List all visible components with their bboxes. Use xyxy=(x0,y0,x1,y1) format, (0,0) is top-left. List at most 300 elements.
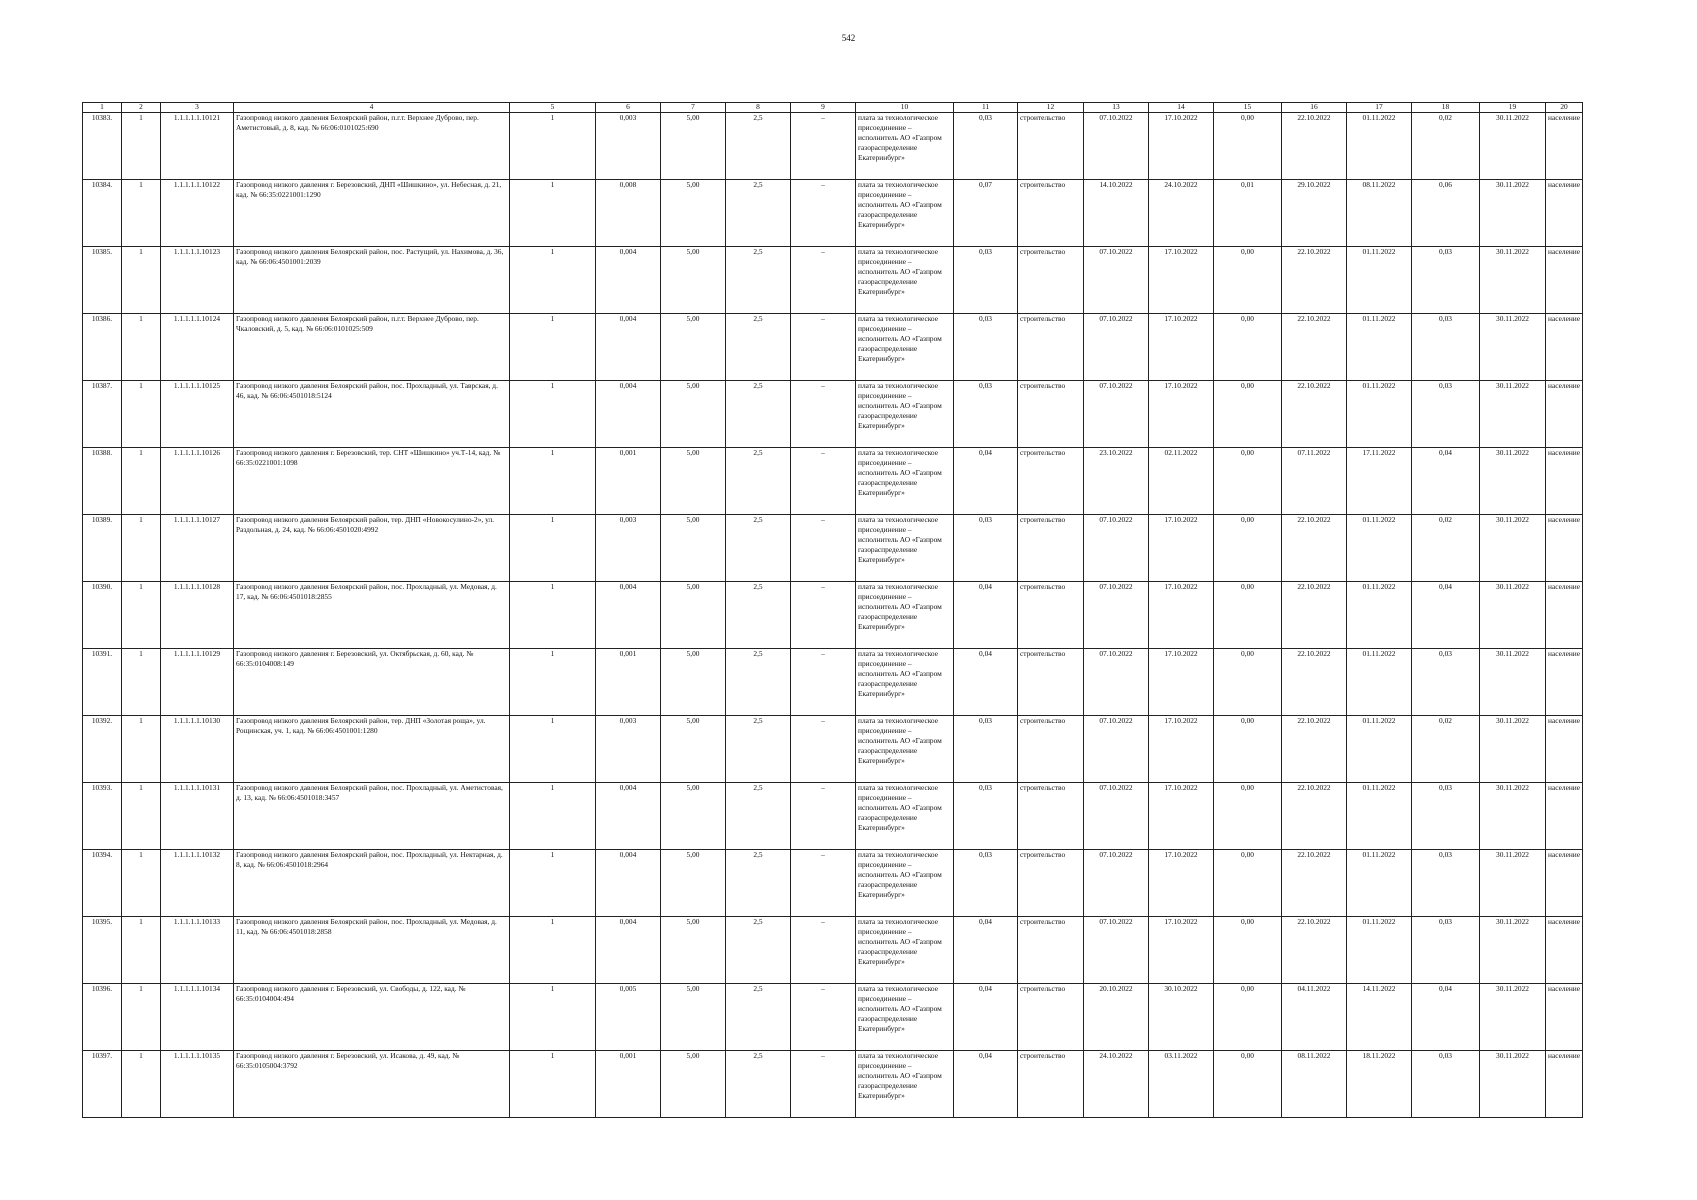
cell-cost: 0,03 xyxy=(954,850,1018,917)
cell-date-16: 08.11.2022 xyxy=(1282,1051,1347,1118)
column-header-13: 13 xyxy=(1084,103,1149,113)
cell-object-code: 1.1.1.1.1.10121 xyxy=(161,113,234,180)
cell-date-17: 01.11.2022 xyxy=(1347,649,1412,716)
cell-row-number: 10393. xyxy=(83,783,122,850)
cell-object-description: Газопровод низкого давления г. Березовский, тер. СНТ «Шишкино» уч.Т-14, кад. № 66:35:0221001:1098 xyxy=(234,448,510,515)
cell-end-date: 17.10.2022 xyxy=(1149,515,1214,582)
cell-object-code: 1.1.1.1.1.10124 xyxy=(161,314,234,381)
table-body xyxy=(83,113,1583,1118)
cell-start-date: 07.10.2022 xyxy=(1084,716,1149,783)
table-row xyxy=(83,649,1583,716)
cell-row-number: 10383. xyxy=(83,113,122,180)
column-header-17: 17 xyxy=(1347,103,1412,113)
cell-count: 1 xyxy=(510,582,596,649)
cell-category: население xyxy=(1546,582,1583,649)
cell-completion-date: 30.11.2022 xyxy=(1480,247,1546,314)
cell-length: 0,004 xyxy=(596,783,661,850)
cell-object-description: Газопровод низкого давления г. Березовский, ул. Исакова, д. 49, кад. № 66:35:0105004:3792 xyxy=(234,1051,510,1118)
column-header-15: 15 xyxy=(1214,103,1282,113)
cell-row-number: 10396. xyxy=(83,984,122,1051)
column-header-18: 18 xyxy=(1412,103,1480,113)
cell-amount: 0,00 xyxy=(1214,381,1282,448)
cell-object-description: Газопровод низкого давления Белоярский район, пос. Прохладный, ул. Медовая, д. 17, кад. № 66:06:4501018:2855 xyxy=(234,582,510,649)
cell-object-code: 1.1.1.1.1.10126 xyxy=(161,448,234,515)
cell-pressure: 5,00 xyxy=(661,247,726,314)
cell-pressure: 5,00 xyxy=(661,1051,726,1118)
cell-category: население xyxy=(1546,783,1583,850)
table-header-row xyxy=(83,103,1583,113)
table-row xyxy=(83,850,1583,917)
cell-end-date: 17.10.2022 xyxy=(1149,247,1214,314)
cell-object-code: 1.1.1.1.1.10132 xyxy=(161,850,234,917)
cell-quantity: 1 xyxy=(122,716,161,783)
cell-value-18: 0,04 xyxy=(1412,448,1480,515)
cell-date-16: 07.11.2022 xyxy=(1282,448,1347,515)
cell-category: население xyxy=(1546,917,1583,984)
cell-count: 1 xyxy=(510,984,596,1051)
cell-length: 0,001 xyxy=(596,649,661,716)
cell-date-17: 08.11.2022 xyxy=(1347,180,1412,247)
cell-work-type: строительство xyxy=(1018,448,1084,515)
cell-end-date: 17.10.2022 xyxy=(1149,850,1214,917)
cell-dash: – xyxy=(791,180,856,247)
cell-count: 1 xyxy=(510,1051,596,1118)
cell-category: население xyxy=(1546,850,1583,917)
cell-diameter: 2,5 xyxy=(726,850,791,917)
cell-completion-date: 30.11.2022 xyxy=(1480,917,1546,984)
cell-dash: – xyxy=(791,515,856,582)
column-header-14: 14 xyxy=(1149,103,1214,113)
cell-quantity: 1 xyxy=(122,381,161,448)
cell-start-date: 07.10.2022 xyxy=(1084,649,1149,716)
cell-pressure: 5,00 xyxy=(661,180,726,247)
cell-dash: – xyxy=(791,381,856,448)
cell-date-17: 01.11.2022 xyxy=(1347,582,1412,649)
cell-end-date: 17.10.2022 xyxy=(1149,314,1214,381)
cell-length: 0,003 xyxy=(596,716,661,783)
cell-dash: – xyxy=(791,716,856,783)
cell-row-number: 10384. xyxy=(83,180,122,247)
cell-diameter: 2,5 xyxy=(726,247,791,314)
cell-end-date: 17.10.2022 xyxy=(1149,716,1214,783)
cell-cost: 0,04 xyxy=(954,448,1018,515)
cell-end-date: 17.10.2022 xyxy=(1149,381,1214,448)
cell-count: 1 xyxy=(510,917,596,984)
cell-object-code: 1.1.1.1.1.10133 xyxy=(161,917,234,984)
column-header-4: 4 xyxy=(234,103,510,113)
cell-count: 1 xyxy=(510,314,596,381)
cell-length: 0,003 xyxy=(596,113,661,180)
cell-date-16: 22.10.2022 xyxy=(1282,515,1347,582)
cell-length: 0,004 xyxy=(596,247,661,314)
cell-work-type: строительство xyxy=(1018,716,1084,783)
cell-financing-source: плата за технологическое присоединение – исполнитель АО «Газпром газораспределение Екатеринбург» xyxy=(856,515,954,582)
cell-diameter: 2,5 xyxy=(726,314,791,381)
cell-diameter: 2,5 xyxy=(726,917,791,984)
cell-value-18: 0,03 xyxy=(1412,1051,1480,1118)
cell-completion-date: 30.11.2022 xyxy=(1480,1051,1546,1118)
cell-row-number: 10385. xyxy=(83,247,122,314)
cell-amount: 0,00 xyxy=(1214,1051,1282,1118)
cell-financing-source: плата за технологическое присоединение – исполнитель АО «Газпром газораспределение Екатеринбург» xyxy=(856,649,954,716)
cell-financing-source: плата за технологическое присоединение – исполнитель АО «Газпром газораспределение Екатеринбург» xyxy=(856,716,954,783)
cell-count: 1 xyxy=(510,448,596,515)
cell-quantity: 1 xyxy=(122,515,161,582)
cell-row-number: 10390. xyxy=(83,582,122,649)
cell-quantity: 1 xyxy=(122,850,161,917)
cell-amount: 0,00 xyxy=(1214,984,1282,1051)
cell-length: 0,005 xyxy=(596,984,661,1051)
cell-cost: 0,04 xyxy=(954,582,1018,649)
cell-quantity: 1 xyxy=(122,582,161,649)
cell-cost: 0,04 xyxy=(954,984,1018,1051)
cell-dash: – xyxy=(791,850,856,917)
cell-dash: – xyxy=(791,917,856,984)
cell-financing-source: плата за технологическое присоединение – исполнитель АО «Газпром газораспределение Екатеринбург» xyxy=(856,917,954,984)
cell-pressure: 5,00 xyxy=(661,917,726,984)
table-row xyxy=(83,113,1583,180)
cell-end-date: 17.10.2022 xyxy=(1149,582,1214,649)
cell-object-code: 1.1.1.1.1.10135 xyxy=(161,1051,234,1118)
cell-object-description: Газопровод низкого давления Белоярский район, п.г.т. Верхнее Дуброво, пер. Чкаловский, д. 5, кад. № 66:06:0101025:509 xyxy=(234,314,510,381)
cell-object-description: Газопровод низкого давления Белоярский район, тер. ДНП «Золотая роща», ул. Рощинская, уч. 1, кад. № 66:06:4501001:1280 xyxy=(234,716,510,783)
column-header-19: 19 xyxy=(1480,103,1546,113)
cell-row-number: 10388. xyxy=(83,448,122,515)
column-header-1: 1 xyxy=(83,103,122,113)
cell-category: население xyxy=(1546,515,1583,582)
cell-end-date: 24.10.2022 xyxy=(1149,180,1214,247)
cell-diameter: 2,5 xyxy=(726,381,791,448)
cell-object-code: 1.1.1.1.1.10128 xyxy=(161,582,234,649)
cell-diameter: 2,5 xyxy=(726,113,791,180)
cell-completion-date: 30.11.2022 xyxy=(1480,716,1546,783)
cell-value-18: 0,02 xyxy=(1412,716,1480,783)
cell-end-date: 30.10.2022 xyxy=(1149,984,1214,1051)
cell-count: 1 xyxy=(510,649,596,716)
cell-diameter: 2,5 xyxy=(726,515,791,582)
cell-date-16: 22.10.2022 xyxy=(1282,247,1347,314)
column-header-3: 3 xyxy=(161,103,234,113)
cell-date-16: 22.10.2022 xyxy=(1282,649,1347,716)
column-header-5: 5 xyxy=(510,103,596,113)
cell-length: 0,004 xyxy=(596,917,661,984)
cell-work-type: строительство xyxy=(1018,1051,1084,1118)
cell-object-description: Газопровод низкого давления г. Березовский, ДНП «Шишкино», ул. Небесная, д. 21, кад. № 66:35:0221001:1290 xyxy=(234,180,510,247)
cell-pressure: 5,00 xyxy=(661,582,726,649)
cell-object-description: Газопровод низкого давления Белоярский район, пос. Прохладный, ул. Нектарная, д. 8, кад. № 66:06:4501018:2964 xyxy=(234,850,510,917)
cell-work-type: строительство xyxy=(1018,515,1084,582)
cell-object-code: 1.1.1.1.1.10130 xyxy=(161,716,234,783)
cell-cost: 0,03 xyxy=(954,381,1018,448)
cell-date-17: 01.11.2022 xyxy=(1347,917,1412,984)
cell-length: 0,001 xyxy=(596,448,661,515)
cell-value-18: 0,02 xyxy=(1412,113,1480,180)
cell-work-type: строительство xyxy=(1018,917,1084,984)
column-header-12: 12 xyxy=(1018,103,1084,113)
cell-value-18: 0,03 xyxy=(1412,783,1480,850)
table-row xyxy=(83,247,1583,314)
cell-count: 1 xyxy=(510,783,596,850)
cell-length: 0,004 xyxy=(596,314,661,381)
cell-completion-date: 30.11.2022 xyxy=(1480,984,1546,1051)
cell-dash: – xyxy=(791,783,856,850)
cell-diameter: 2,5 xyxy=(726,582,791,649)
column-header-2: 2 xyxy=(122,103,161,113)
cell-category: население xyxy=(1546,381,1583,448)
cell-count: 1 xyxy=(510,247,596,314)
cell-amount: 0,00 xyxy=(1214,783,1282,850)
cell-start-date: 07.10.2022 xyxy=(1084,515,1149,582)
cell-cost: 0,03 xyxy=(954,515,1018,582)
cell-quantity: 1 xyxy=(122,783,161,850)
cell-end-date: 17.10.2022 xyxy=(1149,649,1214,716)
cell-cost: 0,03 xyxy=(954,314,1018,381)
cell-date-17: 01.11.2022 xyxy=(1347,515,1412,582)
cell-date-16: 04.11.2022 xyxy=(1282,984,1347,1051)
cell-cost: 0,03 xyxy=(954,716,1018,783)
cell-category: население xyxy=(1546,984,1583,1051)
cell-pressure: 5,00 xyxy=(661,649,726,716)
cell-dash: – xyxy=(791,247,856,314)
cell-completion-date: 30.11.2022 xyxy=(1480,448,1546,515)
cell-row-number: 10387. xyxy=(83,381,122,448)
cell-work-type: строительство xyxy=(1018,783,1084,850)
cell-cost: 0,04 xyxy=(954,649,1018,716)
cell-dash: – xyxy=(791,314,856,381)
column-header-11: 11 xyxy=(954,103,1018,113)
cell-diameter: 2,5 xyxy=(726,1051,791,1118)
cell-start-date: 20.10.2022 xyxy=(1084,984,1149,1051)
cell-count: 1 xyxy=(510,180,596,247)
cell-completion-date: 30.11.2022 xyxy=(1480,850,1546,917)
cell-object-description: Газопровод низкого давления Белоярский район, пос. Прохладный, ул. Аметистовая, д. 13, кад. № 66:06:4501018:3457 xyxy=(234,783,510,850)
cell-date-17: 18.11.2022 xyxy=(1347,1051,1412,1118)
cell-start-date: 07.10.2022 xyxy=(1084,917,1149,984)
table-row xyxy=(83,1051,1583,1118)
cell-object-description: Газопровод низкого давления г. Березовский, ул. Свободы, д. 122, кад. № 66:35:0104004:494 xyxy=(234,984,510,1051)
cell-value-18: 0,06 xyxy=(1412,180,1480,247)
cell-object-description: Газопровод низкого давления Белоярский район, пос. Прохладный, ул. Медовая, д. 11, кад. № 66:06:4501018:2858 xyxy=(234,917,510,984)
cell-dash: – xyxy=(791,1051,856,1118)
column-header-10: 10 xyxy=(856,103,954,113)
cell-category: население xyxy=(1546,180,1583,247)
cell-category: население xyxy=(1546,716,1583,783)
cell-work-type: строительство xyxy=(1018,381,1084,448)
cell-quantity: 1 xyxy=(122,113,161,180)
table-row xyxy=(83,314,1583,381)
cell-start-date: 07.10.2022 xyxy=(1084,381,1149,448)
cell-object-description: Газопровод низкого давления Белоярский район, пос. Прохладный, ул. Таврская, д. 46, кад. № 66:06:4501018:5124 xyxy=(234,381,510,448)
cell-work-type: строительство xyxy=(1018,180,1084,247)
cell-dash: – xyxy=(791,984,856,1051)
cell-quantity: 1 xyxy=(122,448,161,515)
cell-value-18: 0,03 xyxy=(1412,917,1480,984)
cell-end-date: 03.11.2022 xyxy=(1149,1051,1214,1118)
column-header-6: 6 xyxy=(596,103,661,113)
cell-financing-source: плата за технологическое присоединение – исполнитель АО «Газпром газораспределение Екатеринбург» xyxy=(856,850,954,917)
cell-length: 0,004 xyxy=(596,850,661,917)
cell-work-type: строительство xyxy=(1018,850,1084,917)
cell-date-17: 01.11.2022 xyxy=(1347,381,1412,448)
cell-completion-date: 30.11.2022 xyxy=(1480,783,1546,850)
cell-length: 0,003 xyxy=(596,515,661,582)
cell-date-16: 22.10.2022 xyxy=(1282,850,1347,917)
cell-quantity: 1 xyxy=(122,247,161,314)
cell-work-type: строительство xyxy=(1018,649,1084,716)
cell-quantity: 1 xyxy=(122,180,161,247)
table-row xyxy=(83,448,1583,515)
cell-diameter: 2,5 xyxy=(726,649,791,716)
cell-row-number: 10392. xyxy=(83,716,122,783)
cell-start-date: 07.10.2022 xyxy=(1084,113,1149,180)
cell-cost: 0,03 xyxy=(954,783,1018,850)
cell-cost: 0,07 xyxy=(954,180,1018,247)
cell-end-date: 17.10.2022 xyxy=(1149,783,1214,850)
cell-date-16: 22.10.2022 xyxy=(1282,381,1347,448)
page-number: 542 xyxy=(841,33,856,43)
cell-date-17: 01.11.2022 xyxy=(1347,716,1412,783)
cell-date-16: 22.10.2022 xyxy=(1282,113,1347,180)
cell-cost: 0,04 xyxy=(954,917,1018,984)
cell-date-17: 14.11.2022 xyxy=(1347,984,1412,1051)
cell-quantity: 1 xyxy=(122,984,161,1051)
cell-object-code: 1.1.1.1.1.10134 xyxy=(161,984,234,1051)
table-row xyxy=(83,783,1583,850)
cell-count: 1 xyxy=(510,716,596,783)
cell-amount: 0,00 xyxy=(1214,448,1282,515)
table-row xyxy=(83,180,1583,247)
cell-category: население xyxy=(1546,1051,1583,1118)
cell-financing-source: плата за технологическое присоединение – исполнитель АО «Газпром газораспределение Екатеринбург» xyxy=(856,381,954,448)
cell-category: население xyxy=(1546,649,1583,716)
cell-financing-source: плата за технологическое присоединение – исполнитель АО «Газпром газораспределение Екатеринбург» xyxy=(856,582,954,649)
cell-completion-date: 30.11.2022 xyxy=(1480,515,1546,582)
column-header-16: 16 xyxy=(1282,103,1347,113)
cell-amount: 0,00 xyxy=(1214,850,1282,917)
cell-date-16: 22.10.2022 xyxy=(1282,783,1347,850)
cell-value-18: 0,03 xyxy=(1412,381,1480,448)
cell-dash: – xyxy=(791,448,856,515)
cell-financing-source: плата за технологическое присоединение – исполнитель АО «Газпром газораспределение Екатеринбург» xyxy=(856,1051,954,1118)
cell-length: 0,004 xyxy=(596,582,661,649)
cell-value-18: 0,04 xyxy=(1412,984,1480,1051)
cell-cost: 0,04 xyxy=(954,1051,1018,1118)
cell-object-description: Газопровод низкого давления Белоярский район, тер. ДНП «Новокосулино-2», ул. Раздольная, д. 24, кад. № 66:06:4501020:4992 xyxy=(234,515,510,582)
cell-amount: 0,00 xyxy=(1214,314,1282,381)
table-row xyxy=(83,716,1583,783)
cell-category: население xyxy=(1546,247,1583,314)
cell-value-18: 0,02 xyxy=(1412,515,1480,582)
cell-financing-source: плата за технологическое присоединение – исполнитель АО «Газпром газораспределение Екатеринбург» xyxy=(856,984,954,1051)
cell-completion-date: 30.11.2022 xyxy=(1480,649,1546,716)
cell-row-number: 10397. xyxy=(83,1051,122,1118)
cell-amount: 0,00 xyxy=(1214,716,1282,783)
cell-object-code: 1.1.1.1.1.10123 xyxy=(161,247,234,314)
cell-date-16: 22.10.2022 xyxy=(1282,582,1347,649)
cell-date-17: 01.11.2022 xyxy=(1347,850,1412,917)
cell-object-code: 1.1.1.1.1.10131 xyxy=(161,783,234,850)
cell-pressure: 5,00 xyxy=(661,448,726,515)
cell-value-18: 0,04 xyxy=(1412,582,1480,649)
column-header-9: 9 xyxy=(791,103,856,113)
cell-diameter: 2,5 xyxy=(726,783,791,850)
cell-end-date: 17.10.2022 xyxy=(1149,113,1214,180)
cell-date-17: 01.11.2022 xyxy=(1347,314,1412,381)
cell-amount: 0,01 xyxy=(1214,180,1282,247)
cell-row-number: 10394. xyxy=(83,850,122,917)
cell-work-type: строительство xyxy=(1018,113,1084,180)
cell-pressure: 5,00 xyxy=(661,716,726,783)
cell-work-type: строительство xyxy=(1018,984,1084,1051)
cell-object-description: Газопровод низкого давления Белоярский район, пос. Растущий, ул. Нахимова, д. 36, кад. № 66:06:4501001:2039 xyxy=(234,247,510,314)
cell-cost: 0,03 xyxy=(954,247,1018,314)
cell-completion-date: 30.11.2022 xyxy=(1480,314,1546,381)
cell-row-number: 10395. xyxy=(83,917,122,984)
cell-object-description: Газопровод низкого давления Белоярский район, п.г.т. Верхнее Дуброво, пер. Аметистовый, д. 8, кад. № 66:06:0101025:690 xyxy=(234,113,510,180)
cell-quantity: 1 xyxy=(122,917,161,984)
cell-start-date: 14.10.2022 xyxy=(1084,180,1149,247)
table-row xyxy=(83,381,1583,448)
column-header-7: 7 xyxy=(661,103,726,113)
cell-start-date: 23.10.2022 xyxy=(1084,448,1149,515)
column-header-8: 8 xyxy=(726,103,791,113)
cell-object-code: 1.1.1.1.1.10129 xyxy=(161,649,234,716)
cell-date-16: 29.10.2022 xyxy=(1282,180,1347,247)
data-table xyxy=(82,102,1583,1118)
cell-row-number: 10391. xyxy=(83,649,122,716)
cell-diameter: 2,5 xyxy=(726,180,791,247)
cell-value-18: 0,03 xyxy=(1412,314,1480,381)
cell-row-number: 10386. xyxy=(83,314,122,381)
cell-date-17: 01.11.2022 xyxy=(1347,783,1412,850)
cell-dash: – xyxy=(791,113,856,180)
cell-financing-source: плата за технологическое присоединение – исполнитель АО «Газпром газораспределение Екатеринбург» xyxy=(856,783,954,850)
cell-pressure: 5,00 xyxy=(661,984,726,1051)
cell-pressure: 5,00 xyxy=(661,783,726,850)
cell-object-code: 1.1.1.1.1.10125 xyxy=(161,381,234,448)
cell-work-type: строительство xyxy=(1018,247,1084,314)
cell-object-description: Газопровод низкого давления г. Березовский, ул. Октябрьская, д. 60, кад. № 66:35:0104008:149 xyxy=(234,649,510,716)
cell-financing-source: плата за технологическое присоединение – исполнитель АО «Газпром газораспределение Екатеринбург» xyxy=(856,448,954,515)
cell-object-code: 1.1.1.1.1.10122 xyxy=(161,180,234,247)
cell-amount: 0,00 xyxy=(1214,649,1282,716)
cell-date-17: 01.11.2022 xyxy=(1347,113,1412,180)
table-row xyxy=(83,582,1583,649)
cell-cost: 0,03 xyxy=(954,113,1018,180)
cell-category: население xyxy=(1546,314,1583,381)
cell-start-date: 07.10.2022 xyxy=(1084,314,1149,381)
cell-diameter: 2,5 xyxy=(726,448,791,515)
table-row xyxy=(83,984,1583,1051)
cell-count: 1 xyxy=(510,850,596,917)
cell-date-17: 01.11.2022 xyxy=(1347,247,1412,314)
cell-completion-date: 30.11.2022 xyxy=(1480,180,1546,247)
cell-completion-date: 30.11.2022 xyxy=(1480,381,1546,448)
cell-value-18: 0,03 xyxy=(1412,247,1480,314)
cell-financing-source: плата за технологическое присоединение – исполнитель АО «Газпром газораспределение Екатеринбург» xyxy=(856,113,954,180)
cell-financing-source: плата за технологическое присоединение – исполнитель АО «Газпром газораспределение Екатеринбург» xyxy=(856,180,954,247)
cell-value-18: 0,03 xyxy=(1412,649,1480,716)
cell-pressure: 5,00 xyxy=(661,381,726,448)
cell-dash: – xyxy=(791,582,856,649)
cell-amount: 0,00 xyxy=(1214,113,1282,180)
cell-length: 0,008 xyxy=(596,180,661,247)
cell-object-code: 1.1.1.1.1.10127 xyxy=(161,515,234,582)
cell-pressure: 5,00 xyxy=(661,314,726,381)
cell-amount: 0,00 xyxy=(1214,917,1282,984)
cell-start-date: 07.10.2022 xyxy=(1084,783,1149,850)
cell-amount: 0,00 xyxy=(1214,515,1282,582)
